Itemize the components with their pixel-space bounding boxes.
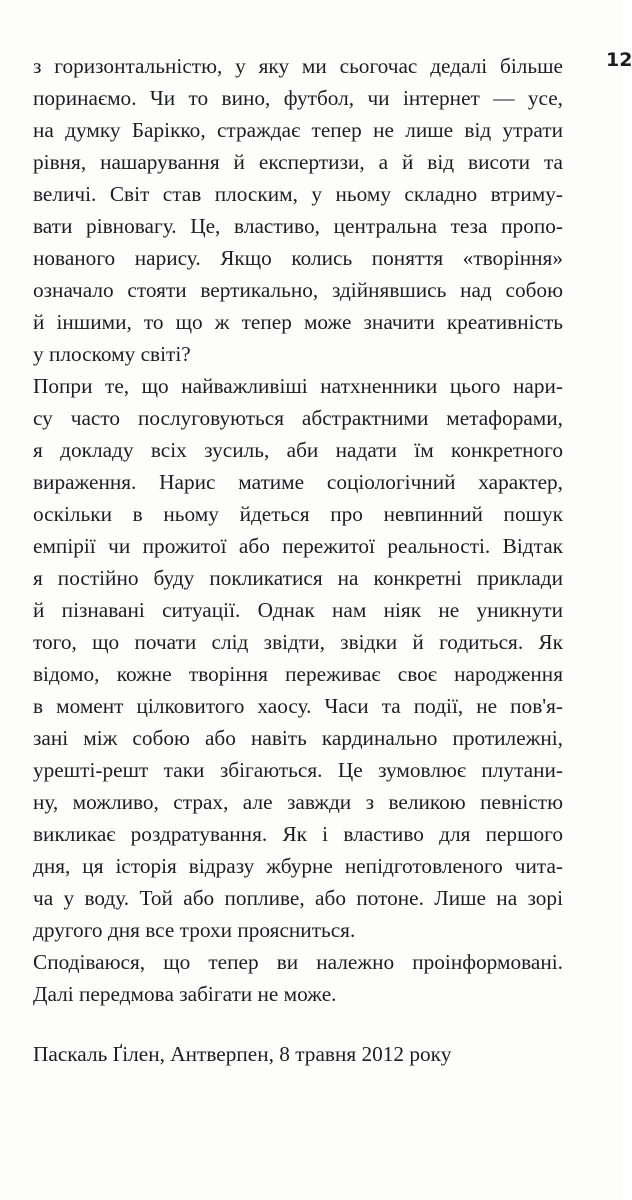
author-signature-line: Паскаль Ґілен, Антверпен, 8 травня 2012 року bbox=[33, 1042, 452, 1066]
body-text bbox=[33, 50, 563, 1070]
text-line: я докладу всіх зусиль, аби надати їм конкретного bbox=[33, 438, 563, 462]
text-line: ну, можливо, страх, але завжди з великою певністю bbox=[33, 790, 563, 814]
text-line: з горизонтальністю, у яку ми сьогочас дедалі більше bbox=[33, 54, 563, 78]
text-line: Сподіваюся, що тепер ви належно проінформовані. bbox=[33, 950, 563, 974]
text-line: відомо, кожне творіння переживає своє народження bbox=[33, 662, 563, 686]
text-line: нованого нарису. Якщо колись поняття «творіння» bbox=[33, 246, 563, 270]
paragraph-1 bbox=[33, 50, 563, 370]
text-line: й пізнавані ситуації. Однак нам ніяк не уникнути bbox=[33, 598, 563, 622]
text-line: на думку Барікко, страждає тепер не лише від утрати bbox=[33, 118, 563, 142]
text-line: ча у воду. Той або попливе, або потоне. Лише на зорі bbox=[33, 886, 563, 910]
text-line: величі. Світ став плоским, у ньому складно втриму- bbox=[33, 182, 563, 206]
text-line: Попри те, що найважливіші натхненники цього нари- bbox=[33, 374, 563, 398]
page-number: 12 bbox=[606, 49, 632, 71]
text-line: поринаємо. Чи то вино, футбол, чи інтернет — усе, bbox=[33, 86, 563, 110]
text-line: рівня, нашарування й експертизи, а й від висоти та bbox=[33, 150, 563, 174]
text-line: дня, ця історія відразу жбурне непідготовленого чита- bbox=[33, 854, 563, 878]
paragraph-3 bbox=[33, 946, 563, 1010]
text-line: другого дня все трохи проясниться. bbox=[33, 918, 356, 942]
text-line: у плоскому світі? bbox=[33, 342, 191, 366]
text-line: й іншими, то що ж тепер може значити креативність bbox=[33, 310, 563, 334]
text-line: оскільки в ньому йдеться про невпинний пошук bbox=[33, 502, 563, 526]
text-line: Далі передмова забігати не може. bbox=[33, 982, 337, 1006]
text-line: зані між собою або навіть кардинально протилежні, bbox=[33, 726, 563, 750]
text-line: того, що почати слід звідти, звідки й годиться. Як bbox=[33, 630, 563, 654]
text-line: я постійно буду покликатися на конкретні приклади bbox=[33, 566, 563, 590]
signature-spacer bbox=[33, 1010, 563, 1038]
text-line: емпірії чи прожитої або пережитої реальності. Відтак bbox=[33, 534, 563, 558]
text-line: означало стояти вертикально, здійнявшись над собою bbox=[33, 278, 563, 302]
text-line: вираження. Нарис матиме соціологічний характер, bbox=[33, 470, 563, 494]
text-line: викликає роздратування. Як і властиво для першого bbox=[33, 822, 563, 846]
text-line: вати рівновагу. Це, властиво, центральна теза пропо- bbox=[33, 214, 563, 238]
text-line: урешті-решт таки збігаються. Це зумовлює плутани- bbox=[33, 758, 563, 782]
text-line: су часто послуговуються абстрактними метафорами, bbox=[33, 406, 563, 430]
paragraph-2 bbox=[33, 370, 563, 946]
text-line: в момент цілковитого хаосу. Часи та події, не пов'я- bbox=[33, 694, 563, 718]
